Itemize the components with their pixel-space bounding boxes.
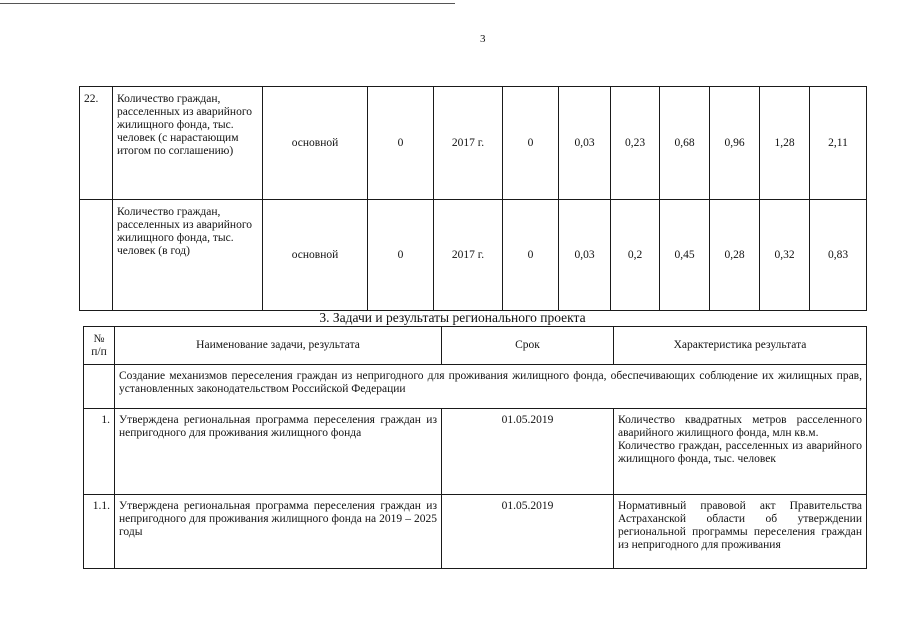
row-number: 1. [84,409,115,495]
row-number: 1.1. [84,495,115,569]
indicator-type: основной [263,87,368,200]
value-cell: 0,96 [710,87,760,200]
value-cell: 0,83 [810,200,867,311]
base-value: 0 [368,200,434,311]
table-row [84,409,867,495]
indicators-table [79,86,867,311]
row-number [80,200,113,311]
result-term: 01.05.2019 [442,495,614,569]
characteristic-line: Количество квадратных метров расселенного аварийного жилищного фонда, млн кв.м. [618,414,862,439]
header-term: Срок [442,327,614,365]
value-cell: 0 [503,87,559,200]
indicator-name: Количество граждан, расселенных из аварийного жилищного фонда, тыс. человек (в год) [113,200,263,311]
value-cell: 2,11 [810,87,867,200]
table-row [84,365,867,409]
value-cell: 0,23 [611,87,660,200]
row-number: 22. [80,87,113,200]
characteristic-line: Количество граждан, расселенных из аварийного жилищного фонда, тыс. человек [618,440,862,465]
table-row [84,495,867,569]
scan-edge-line [0,3,455,4]
value-cell: 0,32 [760,200,810,311]
value-cell: 0,45 [660,200,710,311]
result-characteristic [614,409,867,495]
base-date: 2017 г. [434,87,503,200]
page-number: 3 [480,33,486,45]
value-cell: 0,28 [710,200,760,311]
value-cell: 1,28 [760,87,810,200]
header-characteristic: Характеристика результата [614,327,867,365]
value-cell: 0 [503,200,559,311]
table-header-row [84,327,867,365]
table-row [80,87,867,200]
value-cell: 0,2 [611,200,660,311]
header-num: № п/п [84,327,115,365]
task-description: Создание механизмов переселения граждан из непригодного для проживания жилищного фонда, обеспечивающих соблюдение их жилищных прав, установленных законодательством Российской Федерации [115,365,867,409]
value-cell: 0,03 [559,87,611,200]
result-name: Утверждена региональная программа переселения граждан из непригодного для проживания жилищного фонда [115,409,442,495]
indicator-type: основной [263,200,368,311]
tasks-table [83,326,867,569]
result-name: Утверждена региональная программа переселения граждан из непригодного для проживания жилищного фонда на 2019 – 2025 годы [115,495,442,569]
section-title: 3. Задачи и результаты регионального проекта [319,310,586,325]
header-name: Наименование задачи, результата [115,327,442,365]
result-characteristic: Нормативный правовой акт Правительства Астраханской области об утверждении региональной программы переселения граждан из непригодного для проживания [614,495,867,569]
result-term: 01.05.2019 [442,409,614,495]
indicator-name: Количество граждан, расселенных из аварийного жилищного фонда, тыс. человек (с нарастающим итогом по соглашению) [113,87,263,200]
base-value: 0 [368,87,434,200]
value-cell: 0,03 [559,200,611,311]
value-cell: 0,68 [660,87,710,200]
base-date: 2017 г. [434,200,503,311]
table-row [80,200,867,311]
